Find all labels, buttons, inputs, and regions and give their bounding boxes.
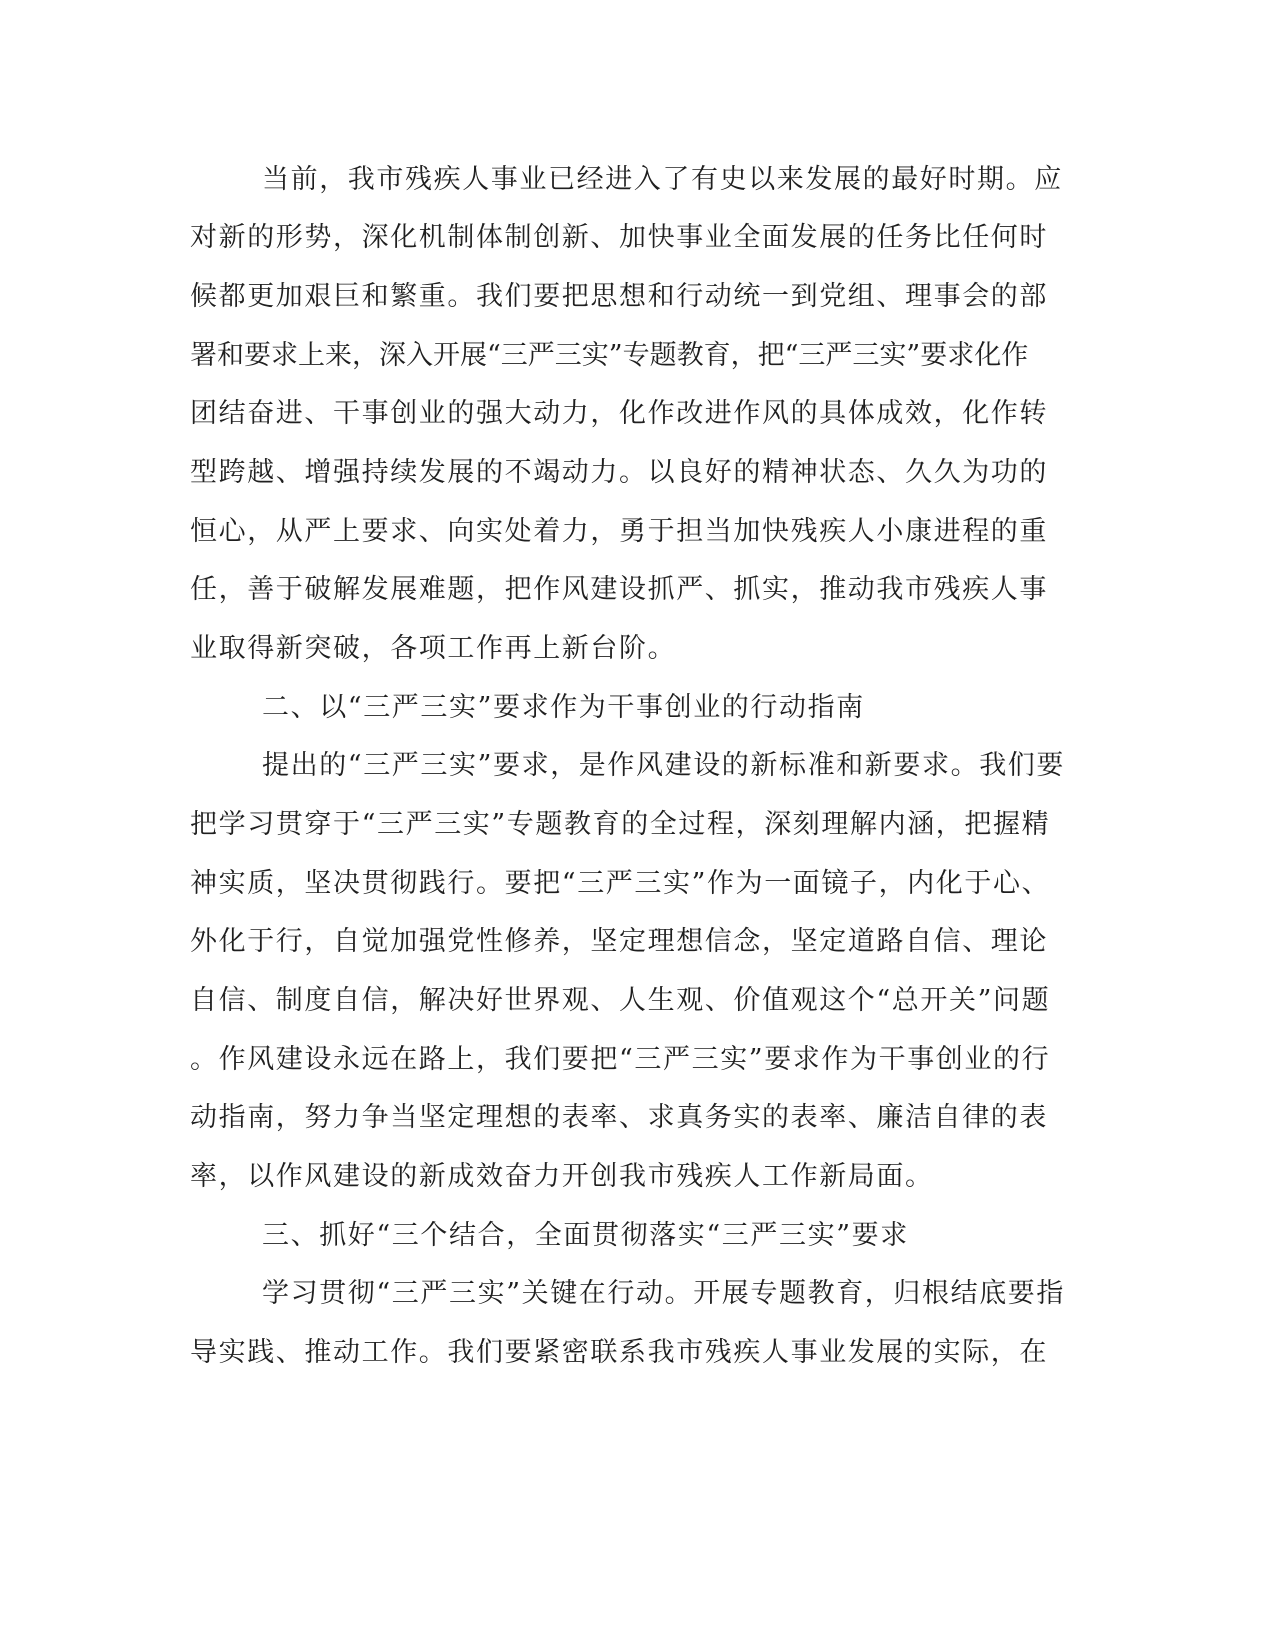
paragraph-1-line-3: 候都更加艰巨和繁重。我们要把思想和行动统一到党组、理事会的部	[190, 281, 1048, 312]
paragraph-1-line-6: 型跨越、增强持续发展的不竭动力。以良好的精神状态、久久为功的	[190, 457, 1048, 488]
paragraph-1-line-8: 任，善于破解发展难题，把作风建设抓严、抓实，推动我市残疾人事	[190, 574, 1048, 605]
paragraph-1-line-2: 对新的形势，深化机制体制创新、加快事业全面发展的任务比任何时	[190, 222, 1048, 253]
paragraph-3-line-2: 导实践、推动工作。我们要紧密联系我市残疾人事业发展的实际，在	[190, 1337, 1048, 1368]
paragraph-2-line-6: 。作风建设永远在路上，我们要把“三严三实”要求作为干事创业的行	[190, 1044, 1051, 1075]
paragraph-2-line-4: 外化于行，自觉加强党性修养，坚定理想信念，坚定道路自信、理论	[190, 926, 1048, 957]
paragraph-1-line-7: 恒心，从严上要求、向实处着力，勇于担当加快残疾人小康进程的重	[190, 516, 1048, 547]
paragraph-1-line-5: 团结奋进、干事创业的强大动力，化作改进作风的具体成效，化作转	[190, 398, 1048, 429]
paragraph-3-line-1: 学习贯彻“三严三实”关键在行动。开展专题教育，归根结底要指	[262, 1278, 1066, 1309]
paragraph-1-line-1: 当前，我市残疾人事业已经进入了有史以来发展的最好时期。应	[262, 164, 1063, 195]
section-heading-3: 三、抓好“三个结合，全面贯彻落实“三严三实”要求	[262, 1220, 909, 1251]
paragraph-2-line-1: 提出的“三严三实”要求，是作风建设的新标准和新要求。我们要	[262, 750, 1066, 781]
paragraph-2-line-3: 神实质，坚决贯彻践行。要把“三严三实”作为一面镜子，内化于心、	[190, 868, 1051, 899]
paragraph-2-line-7: 动指南，努力争当坚定理想的表率、求真务实的表率、廉洁自律的表	[190, 1102, 1048, 1133]
paragraph-1-line-4: 署和要求上来，深入开展“三严三实”专题教育，把“三严三实”要求化作	[190, 340, 1029, 371]
paragraph-1-line-9: 业取得新突破，各项工作再上新台阶。	[190, 633, 677, 664]
section-heading-2: 二、以“三严三实”要求作为干事创业的行动指南	[262, 692, 865, 723]
paragraph-2-line-5: 自信、制度自信，解决好世界观、人生观、价值观这个“总开关”问题	[190, 985, 1051, 1016]
paragraph-2-line-8: 率，以作风建设的新成效奋力开创我市残疾人工作新局面。	[190, 1161, 934, 1192]
paragraph-2-line-2: 把学习贯穿于“三严三实”专题教育的全过程，深刻理解内涵，把握精	[190, 809, 1051, 840]
